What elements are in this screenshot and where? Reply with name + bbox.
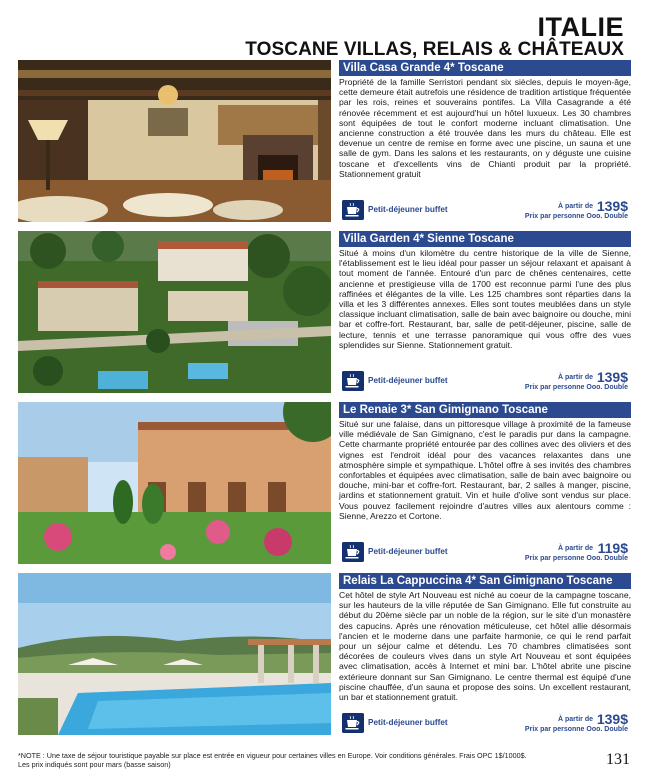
hotel-card [18, 231, 631, 393]
hotel-price-bar [339, 198, 631, 222]
price-note: Prix par personne Ooo. Double [524, 384, 628, 391]
footer-note-prices: Les prix indiqués sont pour mars (basse saison) [18, 760, 171, 769]
breakfast-label: Petit-déjeuner buffet [368, 205, 448, 214]
hotel-title: Le Renaie 3* San Gimignano Toscane [339, 402, 631, 418]
coffee-cup-icon [342, 542, 364, 562]
coffee-cup-icon [342, 713, 364, 733]
from-label: À partir de [557, 203, 593, 210]
hotel-card [18, 60, 631, 222]
from-label: À partir de [557, 374, 593, 381]
hotel-description: Propriété de la famille Serristori pendant six siècles, depuis le moyen-âge, cette demeure était autrefois une résidence de tradition artistique fréquentée par les rois, reines et souverains pontifes. La Villa Casagrande a été rénovée récemment et est aujourd'hui un hôtel luxueux. Les 30 chambres sont équipées de tout le confort moderne incluant climatisation. Une ancienne construction a été trouvée dans les murs du château. Elle est devenue un centre de remise en forme avec une piscine, un sauna et une salle de gym. Dans les salons et les restaurants, on y déguste une cuisine toscane et d'excellents vins de Chianti produit par la propriété. Stationnement gratuit [339, 77, 631, 179]
breakfast-label: Petit-déjeuner buffet [368, 718, 448, 727]
hotel-info [339, 573, 631, 735]
hotel-description: Situé à moins d'un kilomètre du centre historique de la ville de Sienne, l'établissement est le lieu idéal pour passer un séjour relaxant et apaisant à tout moment de l'année. Entouré d'un parc de chênes centenaires, cette ancienne et prestigieuse villa de 1700 est reconnue parmi l'une des plus raffinées et élégantes de la ville. Les 125 chambres sont réparties dans la villa et les 3 différentes annexes. Elles sont toutes meublées dans un style classique incluant climatisation, salle de bain avec baignoire ou douche, mini bar et coffre-fort. Restaurant, bar, salle de petit-déjeuner, piscine, salle de lecture, tennis et une terrasse panoramique qui vous offre des vues splendides sur Sienne. Stationnement gratuit. [339, 248, 631, 350]
footer-note-tax: *NOTE : Une taxe de séjour touristique payable sur place est entrée en vigueur pour certaines villes en Europe. Voir conditions générales. Frais OPC 1$/1000$. [18, 751, 527, 760]
price-value: 139$ [596, 711, 628, 727]
hotel-photo-garden [18, 402, 331, 564]
price-value: 139$ [596, 198, 628, 214]
hotel-title: Villa Garden 4* Sienne Toscane [339, 231, 631, 247]
page-subtitle: TOSCANE VILLAS, RELAIS & CHÂTEAUX [245, 39, 624, 60]
hotel-description: Situé sur une falaise, dans un pittoresque village à proximité de la fameuse ville médiévale de San Gimignano, c'est le paradis pur dans la campagne. Cette charmante propriété entourée par des collines avec des oliviers et des vignes est l'endroit idéal pour des vacances relaxantes dans une atmosphère simple et sympathique. L'hôtel offre à ses invités des chambres confortables et équipées avec climatisation, salle de bain avec baignoire ou douche, mini-bar et coffre-fort. Restaurant, bar, 2 salles à manger, piscine, jardins et stationnement gratuit. Vin et huile d'olive sont vendus sur place. Vous pouvez facilement rejoindre d'autres villes aux alentours comme : Sienne, Arezzo et Cortone. [339, 419, 631, 521]
price-value: 119$ [597, 540, 628, 556]
hotel-price-bar [339, 369, 631, 393]
coffee-cup-icon [342, 200, 364, 220]
coffee-cup-icon [342, 371, 364, 391]
page-number: 131 [606, 751, 630, 768]
hotel-info [339, 402, 631, 564]
price-value: 139$ [596, 369, 628, 385]
hotel-price-bar [339, 711, 631, 735]
hotel-description: Cet hôtel de style Art Nouveau est niché au coeur de la campagne toscane, sur les hauteurs de la ville réputée de San Gimignano. Elle fut construite au début du 20ème siècle par un noble de la région, sur le site d'un monastère des capucins. Après une rénovation méticuleuse, cet hôtel allie désormais l'ancien et le moderne dans une parfaite harmonie, ce qui le rend parfait pour un séjour calme et détendu. Les 70 chambres climatisées sont décorées de couleurs vives dans un style Art Nouveau et sont équipées avec climatisation, accès à Internet et mini bar. L'hôtel abrite une piscine extérieure donnant sur San Gimignano. Le centre thermal est équipé d'une piscine chauffée, d'un sauna et propose des soins. Un excellent restaurant, un bar et stationnement gratuit. [339, 590, 631, 703]
hotel-photo-aerial [18, 231, 331, 393]
from-label: À partir de [557, 545, 593, 552]
price-note: Prix par personne Ooo. Double [524, 213, 628, 220]
hotel-title: Villa Casa Grande 4* Toscane [339, 60, 631, 76]
from-label: À partir de [557, 716, 593, 723]
hotel-photo-interior [18, 60, 331, 222]
hotel-price-bar [339, 540, 631, 564]
page-country: ITALIE [537, 12, 624, 42]
hotel-photo-pool [18, 573, 331, 735]
footer-note [18, 751, 578, 769]
price-note: Prix par personne Ooo. Double [524, 726, 628, 733]
hotel-title: Relais La Cappuccina 4* San Gimignano Toscane [339, 573, 631, 589]
hotel-info [339, 231, 631, 393]
breakfast-label: Petit-déjeuner buffet [368, 376, 448, 385]
breakfast-label: Petit-déjeuner buffet [368, 547, 448, 556]
price-note: Prix par personne Ooo. Double [524, 555, 628, 562]
hotel-card [18, 573, 631, 735]
hotel-info [339, 60, 631, 222]
hotel-card [18, 402, 631, 564]
